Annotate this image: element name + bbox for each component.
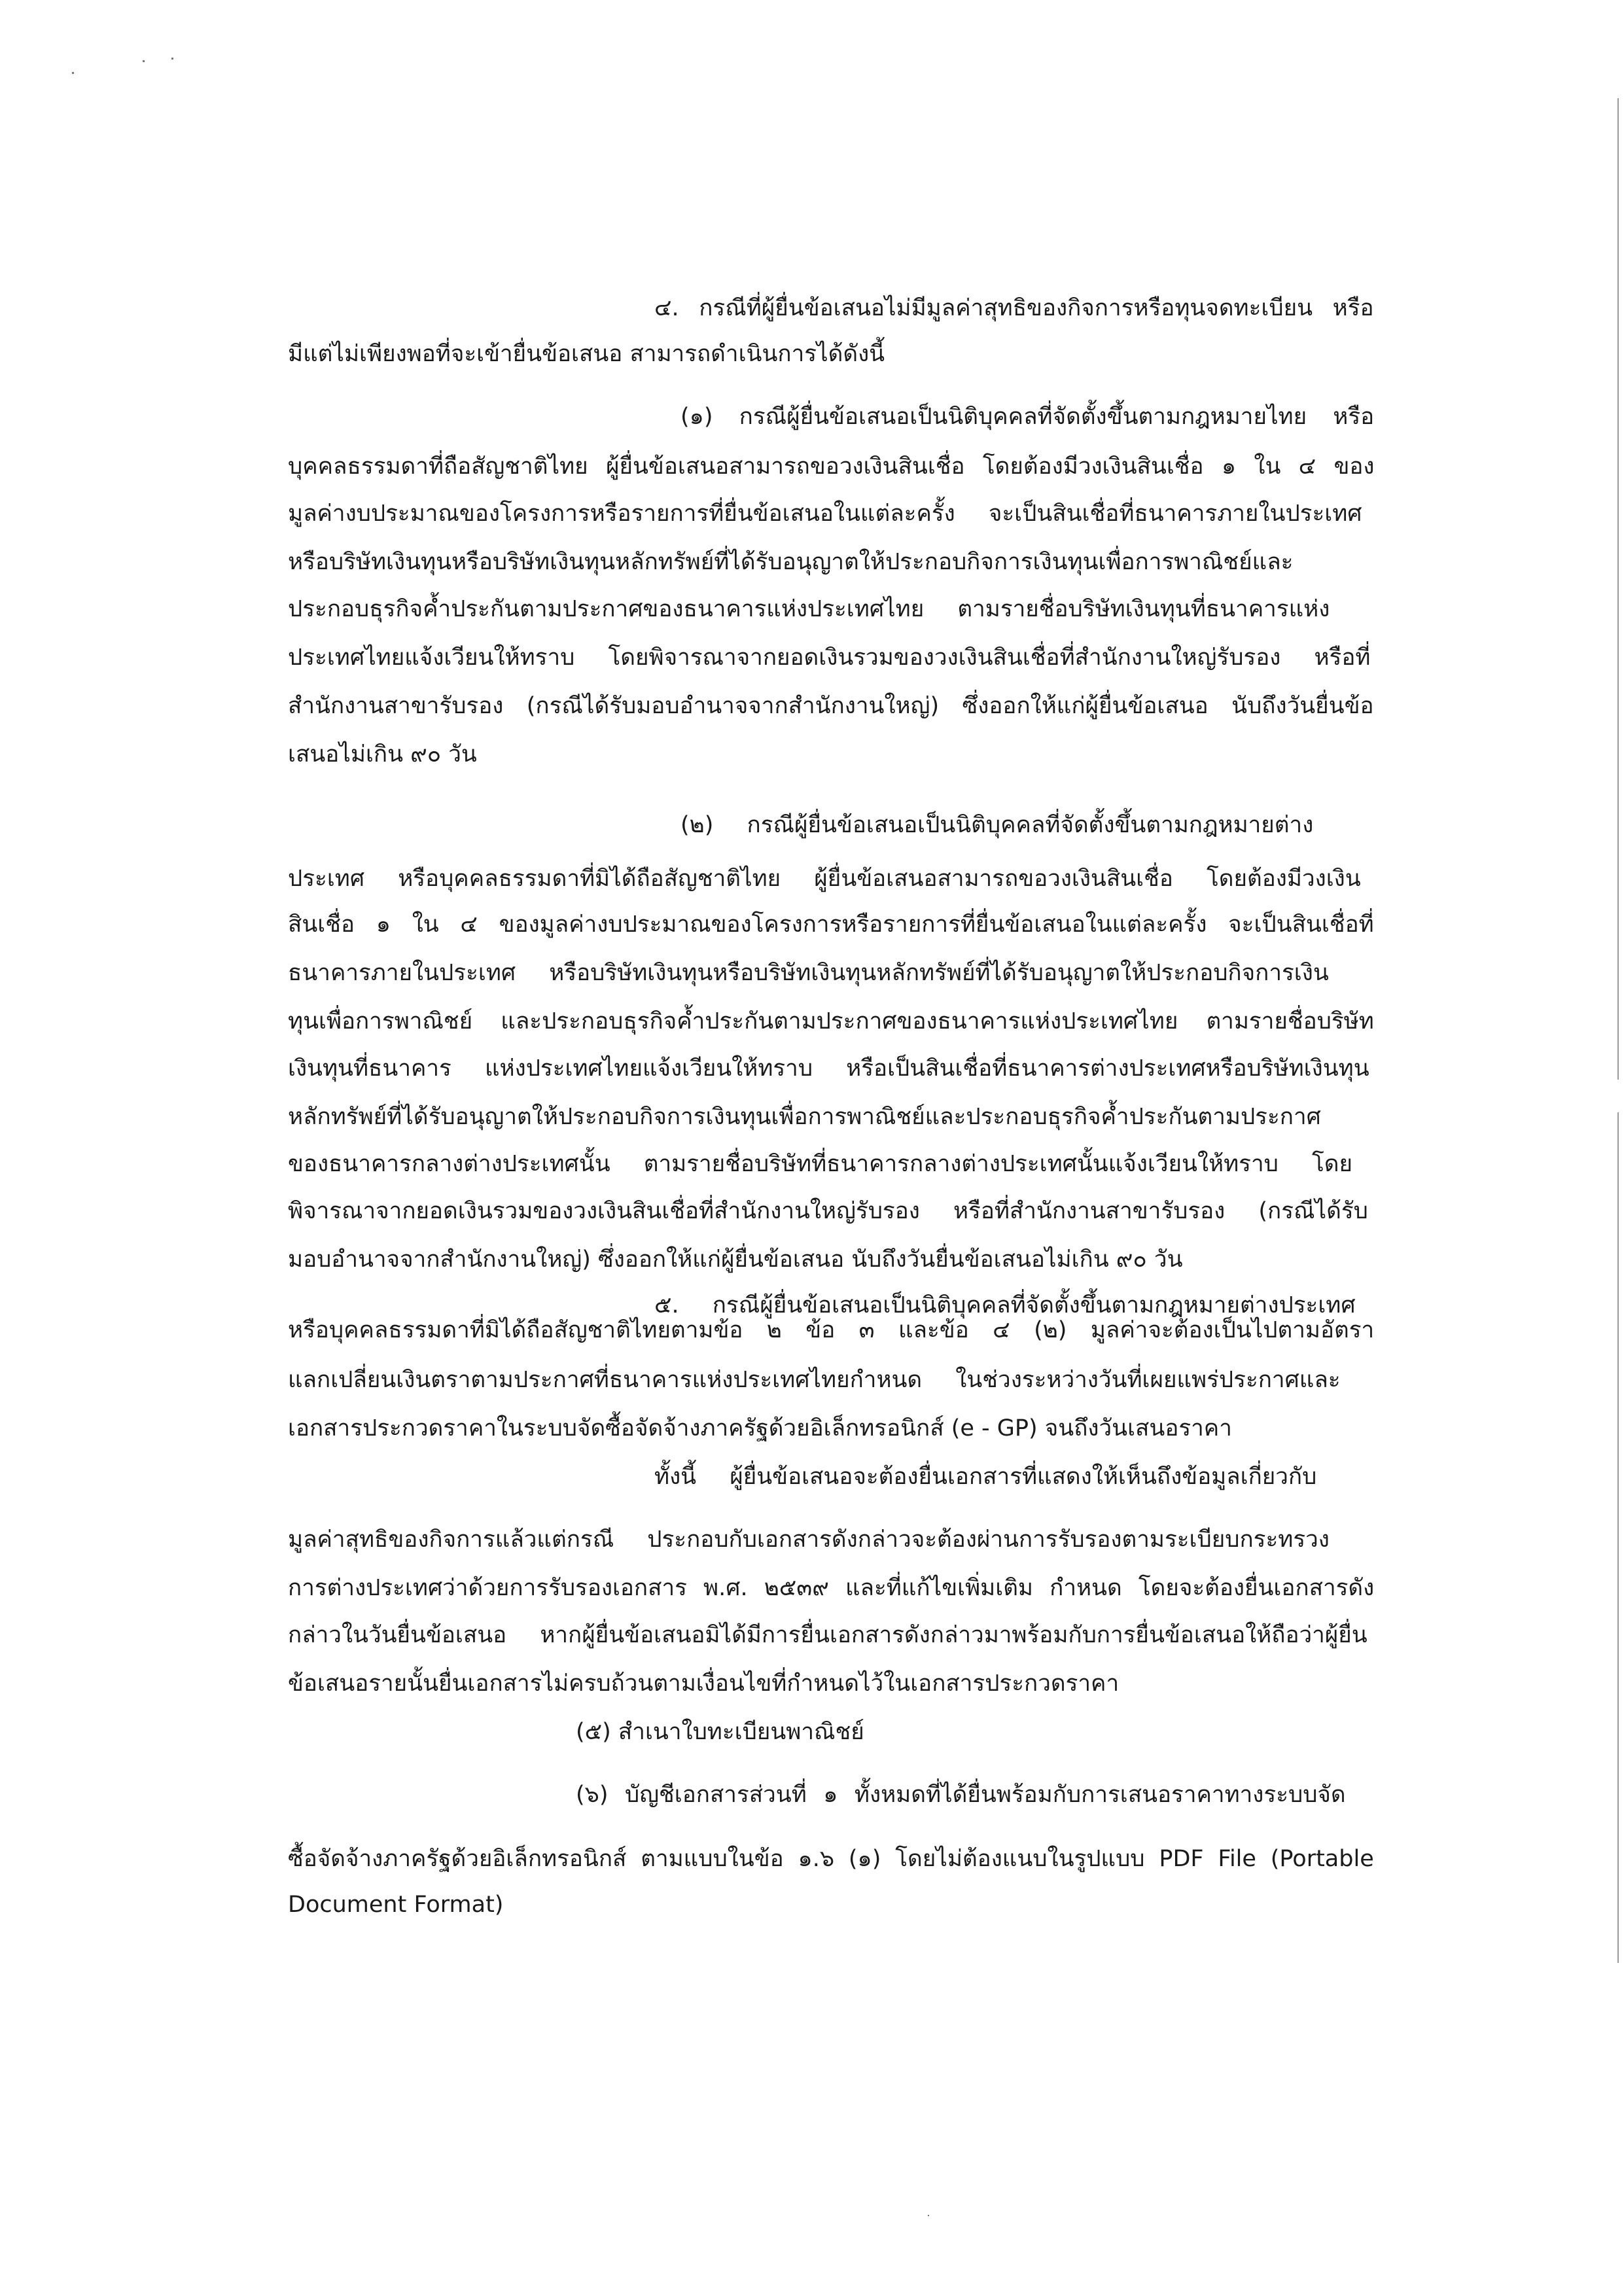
paragraph-line: (๒) กรณีผู้ยื่นข้อเสนอเป็นนิติบุคคลที่จัดตั้งขึ้นตามกฎหมายต่าง — [680, 812, 1314, 838]
paragraph-line: มูลค่าสุทธิของกิจการแล้วแต่กรณี ประกอบกับเอกสารดังกล่าวจะต้องผ่านการรับรองตามระเบียบกระทรวง — [288, 1527, 1330, 1553]
scan-edge-line — [1617, 1112, 1619, 1963]
paragraph-line: สำนักงานสาขารับรอง (กรณีได้รับมอบอำนาจจากสำนักงานใหญ่) ซึ่งออกให้แก่ผู้ยื่นข้อเสนอ นับถึงวันยื่นข้อ — [288, 693, 1374, 719]
paragraph-line: ธนาคารภายในประเทศ หรือบริษัทเงินทุนหรือบริษัทเงินทุนหลักทรัพย์ที่ได้รับอนุญาตให้ประกอบกิจการเงิน — [288, 960, 1329, 986]
paragraph-line: ประกอบธุรกิจค้ำประกันตามประกาศของธนาคารแห่งประเทศไทย ตามรายชื่อบริษัทเงินทุนที่ธนาคารแห่ง — [288, 596, 1330, 622]
paragraph-line: สินเชื่อ ๑ ใน ๔ ของมูลค่างบประมาณของโครงการหรือรายการที่ยื่นข้อเสนอในแต่ละครั้ง จะเป็นสินเชื่อที่ — [288, 911, 1374, 938]
paragraph-line: หรือบริษัทเงินทุนหรือบริษัทเงินทุนหลักทรัพย์ที่ได้รับอนุญาตให้ประกอบกิจการเงินทุนเพื่อการพาณิชย์และ — [288, 549, 1294, 575]
paragraph-line: ข้อเสนอรายนั้นยื่นเอกสารไม่ครบถ้วนตามเงื่อนไขที่กำหนดไว้ในเอกสารประกวดราคา — [288, 1670, 1120, 1697]
paragraph-line: มอบอำนาจจากสำนักงานใหญ่) ซึ่งออกให้แก่ผู้ยื่นข้อเสนอ นับถึงวันยื่นข้อเสนอไม่เกิน ๙๐ วัน — [288, 1246, 1183, 1273]
paragraph-line: เงินทุนที่ธนาคาร แห่งประเทศไทยแจ้งเวียนให้ทราบ หรือเป็นสินเชื่อที่ธนาคารต่างประเทศหรือบริษัทเงินทุน — [288, 1055, 1369, 1082]
paragraph-line: (๑) กรณีผู้ยื่นข้อเสนอเป็นนิติบุคคลที่จัดตั้งขึ้นตามกฎหมายไทย หรือ — [680, 404, 1375, 430]
paragraph-line: หรือบุคคลธรรมดาที่มิได้ถือสัญชาติไทยตามข้อ ๒ ข้อ ๓ และข้อ ๔ (๒) มูลค่าจะต้องเป็นไปตามอัตรา — [288, 1317, 1375, 1343]
paragraph-line: (๖) บัญชีเอกสารส่วนที่ ๑ ทั้งหมดที่ได้ยื่นพร้อมกับการเสนอราคาทางระบบจัด — [576, 1782, 1346, 1808]
paragraph-line: ประเทศ หรือบุคคลธรรมดาที่มิได้ถือสัญชาติไทย ผู้ยื่นข้อเสนอสามารถขอวงเงินสินเชื่อ โดยต้องมีวงเงิน — [288, 866, 1361, 892]
paragraph-line: ๔. กรณีที่ผู้ยื่นข้อเสนอไม่มีมูลค่าสุทธิของกิจการหรือทุนจดทะเบียน หรือ — [654, 295, 1374, 321]
paragraph-line: ซื้อจัดจ้างภาครัฐด้วยอิเล็กทรอนิกส์ ตามแบบในข้อ ๑.๖ (๑) โดยไม่ต้องแนบในรูปแบบ PDF File (Portable — [288, 1846, 1374, 1872]
paragraph-line: ทุนเพื่อการพาณิชย์ และประกอบธุรกิจค้ำประกันตามประกาศของธนาคารแห่งประเทศไทย ตามรายชื่อบริษัท — [288, 1008, 1374, 1034]
paragraph-line: หลักทรัพย์ที่ได้รับอนุญาตให้ประกอบกิจการเงินทุนเพื่อการพาณิชย์และประกอบธุรกิจค้ำประกันตามประกาศ — [288, 1104, 1321, 1130]
paragraph-line: เอกสารประกวดราคาในระบบจัดซื้อจัดจ้างภาครัฐด้วยอิเล็กทรอนิกส์ (e - GP) จนถึงวันเสนอราคา — [288, 1415, 1232, 1441]
paragraph-line: ของธนาคารกลางต่างประเทศนั้น ตามรายชื่อบริษัทที่ธนาคารกลางต่างประเทศนั้นแจ้งเวียนให้ทราบ โดย — [288, 1151, 1353, 1177]
paragraph-line: มีแต่ไม่เพียงพอที่จะเข้ายื่นข้อเสนอ สามารถดำเนินการได้ดังนี้ — [288, 341, 885, 367]
scan-speck — [72, 72, 74, 74]
paragraph-line: กล่าวในวันยื่นข้อเสนอ หากผู้ยื่นข้อเสนอมิได้มีการยื่นเอกสารดังกล่าวมาพร้อมกับการยื่นข้อเสนอให้ถือว่าผู้ยื่น — [288, 1622, 1368, 1648]
paragraph-line: เสนอไม่เกิน ๙๐ วัน — [288, 741, 477, 768]
scan-speck — [143, 60, 145, 62]
paragraph-line: พิจารณาจากยอดเงินรวมของวงเงินสินเชื่อที่สำนักงานใหญ่รับรอง หรือที่สำนักงานสาขารับรอง (กรณีได้รับ — [288, 1198, 1368, 1224]
scan-speck — [928, 2215, 929, 2216]
paragraph-line: มูลค่างบประมาณของโครงการหรือรายการที่ยื่นข้อเสนอในแต่ละครั้ง จะเป็นสินเชื่อที่ธนาคารภายในประเทศ — [288, 501, 1362, 527]
paragraph-line: ประเทศไทยแจ้งเวียนให้ทราบ โดยพิจารณาจากยอดเงินรวมของวงเงินสินเชื่อที่สำนักงานใหญ่รับรอง หรือที่ — [288, 645, 1371, 671]
scan-speck — [171, 58, 173, 60]
paragraph-line: ๕. กรณีผู้ยื่นข้อเสนอเป็นนิติบุคคลที่จัดตั้งขึ้นตามกฎหมายต่างประเทศ — [654, 1292, 1356, 1318]
paragraph-line: ทั้งนี้ ผู้ยื่นข้อเสนอจะต้องยื่นเอกสารที่แสดงให้เห็นถึงข้อมูลเกี่ยวกับ — [654, 1464, 1317, 1490]
paragraph-line: บุคคลธรรมดาที่ถือสัญชาติไทย ผู้ยื่นข้อเสนอสามารถขอวงเงินสินเชื่อ โดยต้องมีวงเงินสินเชื่อ ๑ ใน ๔ ของ — [288, 453, 1375, 480]
paragraph-line: แลกเปลี่ยนเงินตราตามประกาศที่ธนาคารแห่งประเทศไทยกำหนด ในช่วงระหว่างวันที่เผยแพร่ประกาศและ — [288, 1367, 1341, 1393]
paragraph-line: (๕) สำเนาใบทะเบียนพาณิชย์ — [576, 1719, 864, 1745]
paragraph-line: Document Format) — [288, 1892, 504, 1918]
scan-edge-line — [1617, 98, 1619, 1080]
paragraph-line: การต่างประเทศว่าด้วยการรับรองเอกสาร พ.ศ. ๒๕๓๙ และที่แก้ไขเพิ่มเติม กำหนด โดยจะต้องยื่นเอกสารดัง — [288, 1575, 1375, 1601]
